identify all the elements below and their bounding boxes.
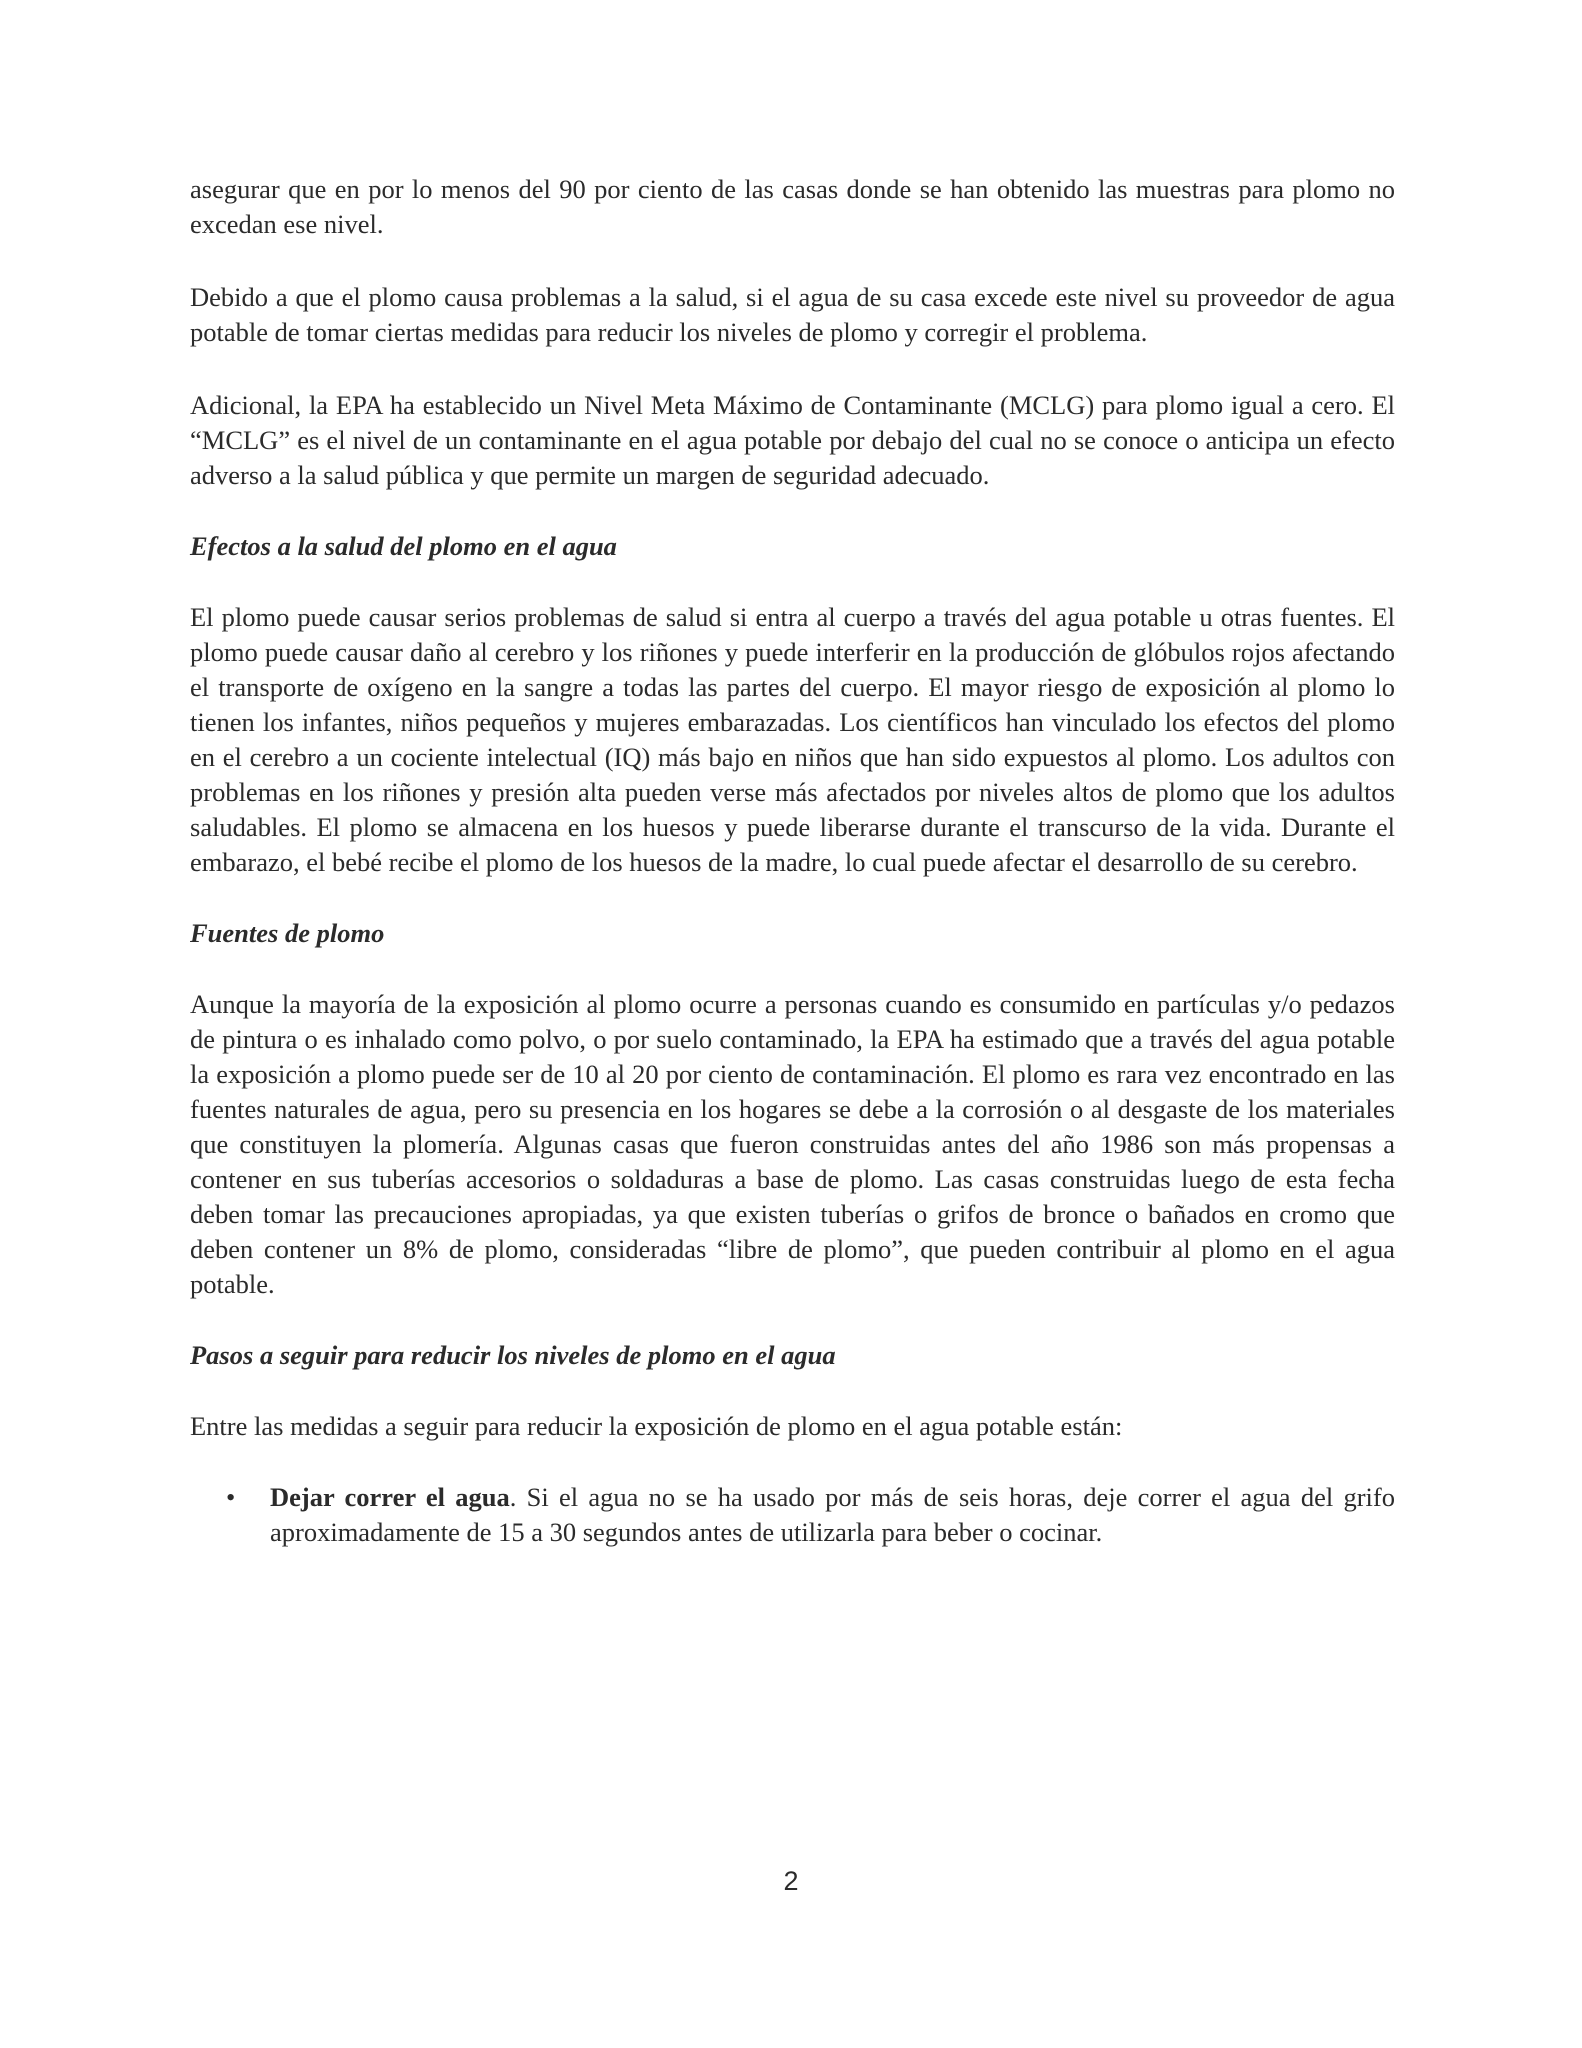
section-heading-reduction-steps: Pasos a seguir para reducir los niveles de plomo en el agua bbox=[190, 1340, 836, 1370]
steps-list bbox=[190, 1480, 1395, 1550]
paragraph-provider-measures: Debido a que el plomo causa problemas a la salud, si el agua de su casa excede este nivel su proveedor de agua potable de tomar ciertas medidas para reducir los niveles de plomo y corregir el problema. bbox=[190, 282, 1395, 347]
list-item bbox=[190, 1480, 1395, 1550]
section-heading-health-effects: Efectos a la salud del plomo en el agua bbox=[190, 531, 617, 561]
paragraph-steps-intro: Entre las medidas a seguir para reducir la exposición de plomo en el agua potable están: bbox=[190, 1411, 1123, 1441]
list-item-text: . Si el agua no se ha usado por más de seis horas, deje correr el agua del grifo aproximadamente de 15 a 30 segundos antes de utilizarla para beber o cocinar. bbox=[270, 1482, 1395, 1547]
paragraph-health-effects: El plomo puede causar serios problemas de salud si entra al cuerpo a través del agua potable u otras fuentes. El plomo puede causar daño al cerebro y los riñones y puede interferir en la producción de glóbulos rojos afectando el transporte de oxígeno en la sangre a todas las partes del cuerpo. El mayor riesgo de exposición al plomo lo tienen los infantes, niños pequeños y mujeres embarazadas. Los científicos han vinculado los efectos del plomo en el cerebro a un cociente intelectual (IQ) más bajo en niños que han sido expuestos al plomo. Los adultos con problemas en los riñones y presión alta pueden verse más afectados por niveles altos de plomo que los adultos saludables. El plomo se almacena en los huesos y puede liberarse durante el transcurso de la vida. Durante el embarazo, el bebé recibe el plomo de los huesos de la madre, lo cual puede afectar el desarrollo de su cerebro. bbox=[190, 602, 1395, 877]
paragraph-sampling-level: asegurar que en por lo menos del 90 por ciento de las casas donde se han obtenido las muestras para plomo no excedan ese nivel. bbox=[190, 174, 1395, 239]
page-number: 2 bbox=[783, 1866, 799, 1896]
paragraph-lead-sources: Aunque la mayoría de la exposición al plomo ocurre a personas cuando es consumido en partículas y/o pedazos de pintura o es inhalado como polvo, o por suelo contaminado, la EPA ha estimado que a través del agua potable la exposición a plomo puede ser de 10 al 20 por ciento de contaminación. El plomo es rara vez encontrado en las fuentes naturales de agua, pero su presencia en los hogares se debe a la corrosión o al desgaste de los materiales que constituyen la plomería. Algunas casas que fueron construidas antes del año 1986 son más propensas a contener en sus tuberías accesorios o soldaduras a base de plomo. Las casas construidas luego de esta fecha deben tomar las precauciones apropiadas, ya que existen tuberías o grifos de bronce o bañados en cromo que deben contener un 8% de plomo, consideradas “libre de plomo”, que pueden contribuir al plomo en el agua potable. bbox=[190, 989, 1395, 1299]
list-item-lead: Dejar correr el agua bbox=[270, 1482, 510, 1512]
section-heading-lead-sources: Fuentes de plomo bbox=[190, 918, 385, 948]
document-page bbox=[190, 172, 1395, 1550]
paragraph-mclg: Adicional, la EPA ha establecido un Nivel Meta Máximo de Contaminante (MCLG) para plomo igual a cero. El “MCLG” es el nivel de un contaminante en el agua potable por debajo del cual no se conoce o anticipa un efecto adverso a la salud pública y que permite un margen de seguridad adecuado. bbox=[190, 390, 1395, 490]
bullet-icon: • bbox=[226, 1482, 236, 1512]
